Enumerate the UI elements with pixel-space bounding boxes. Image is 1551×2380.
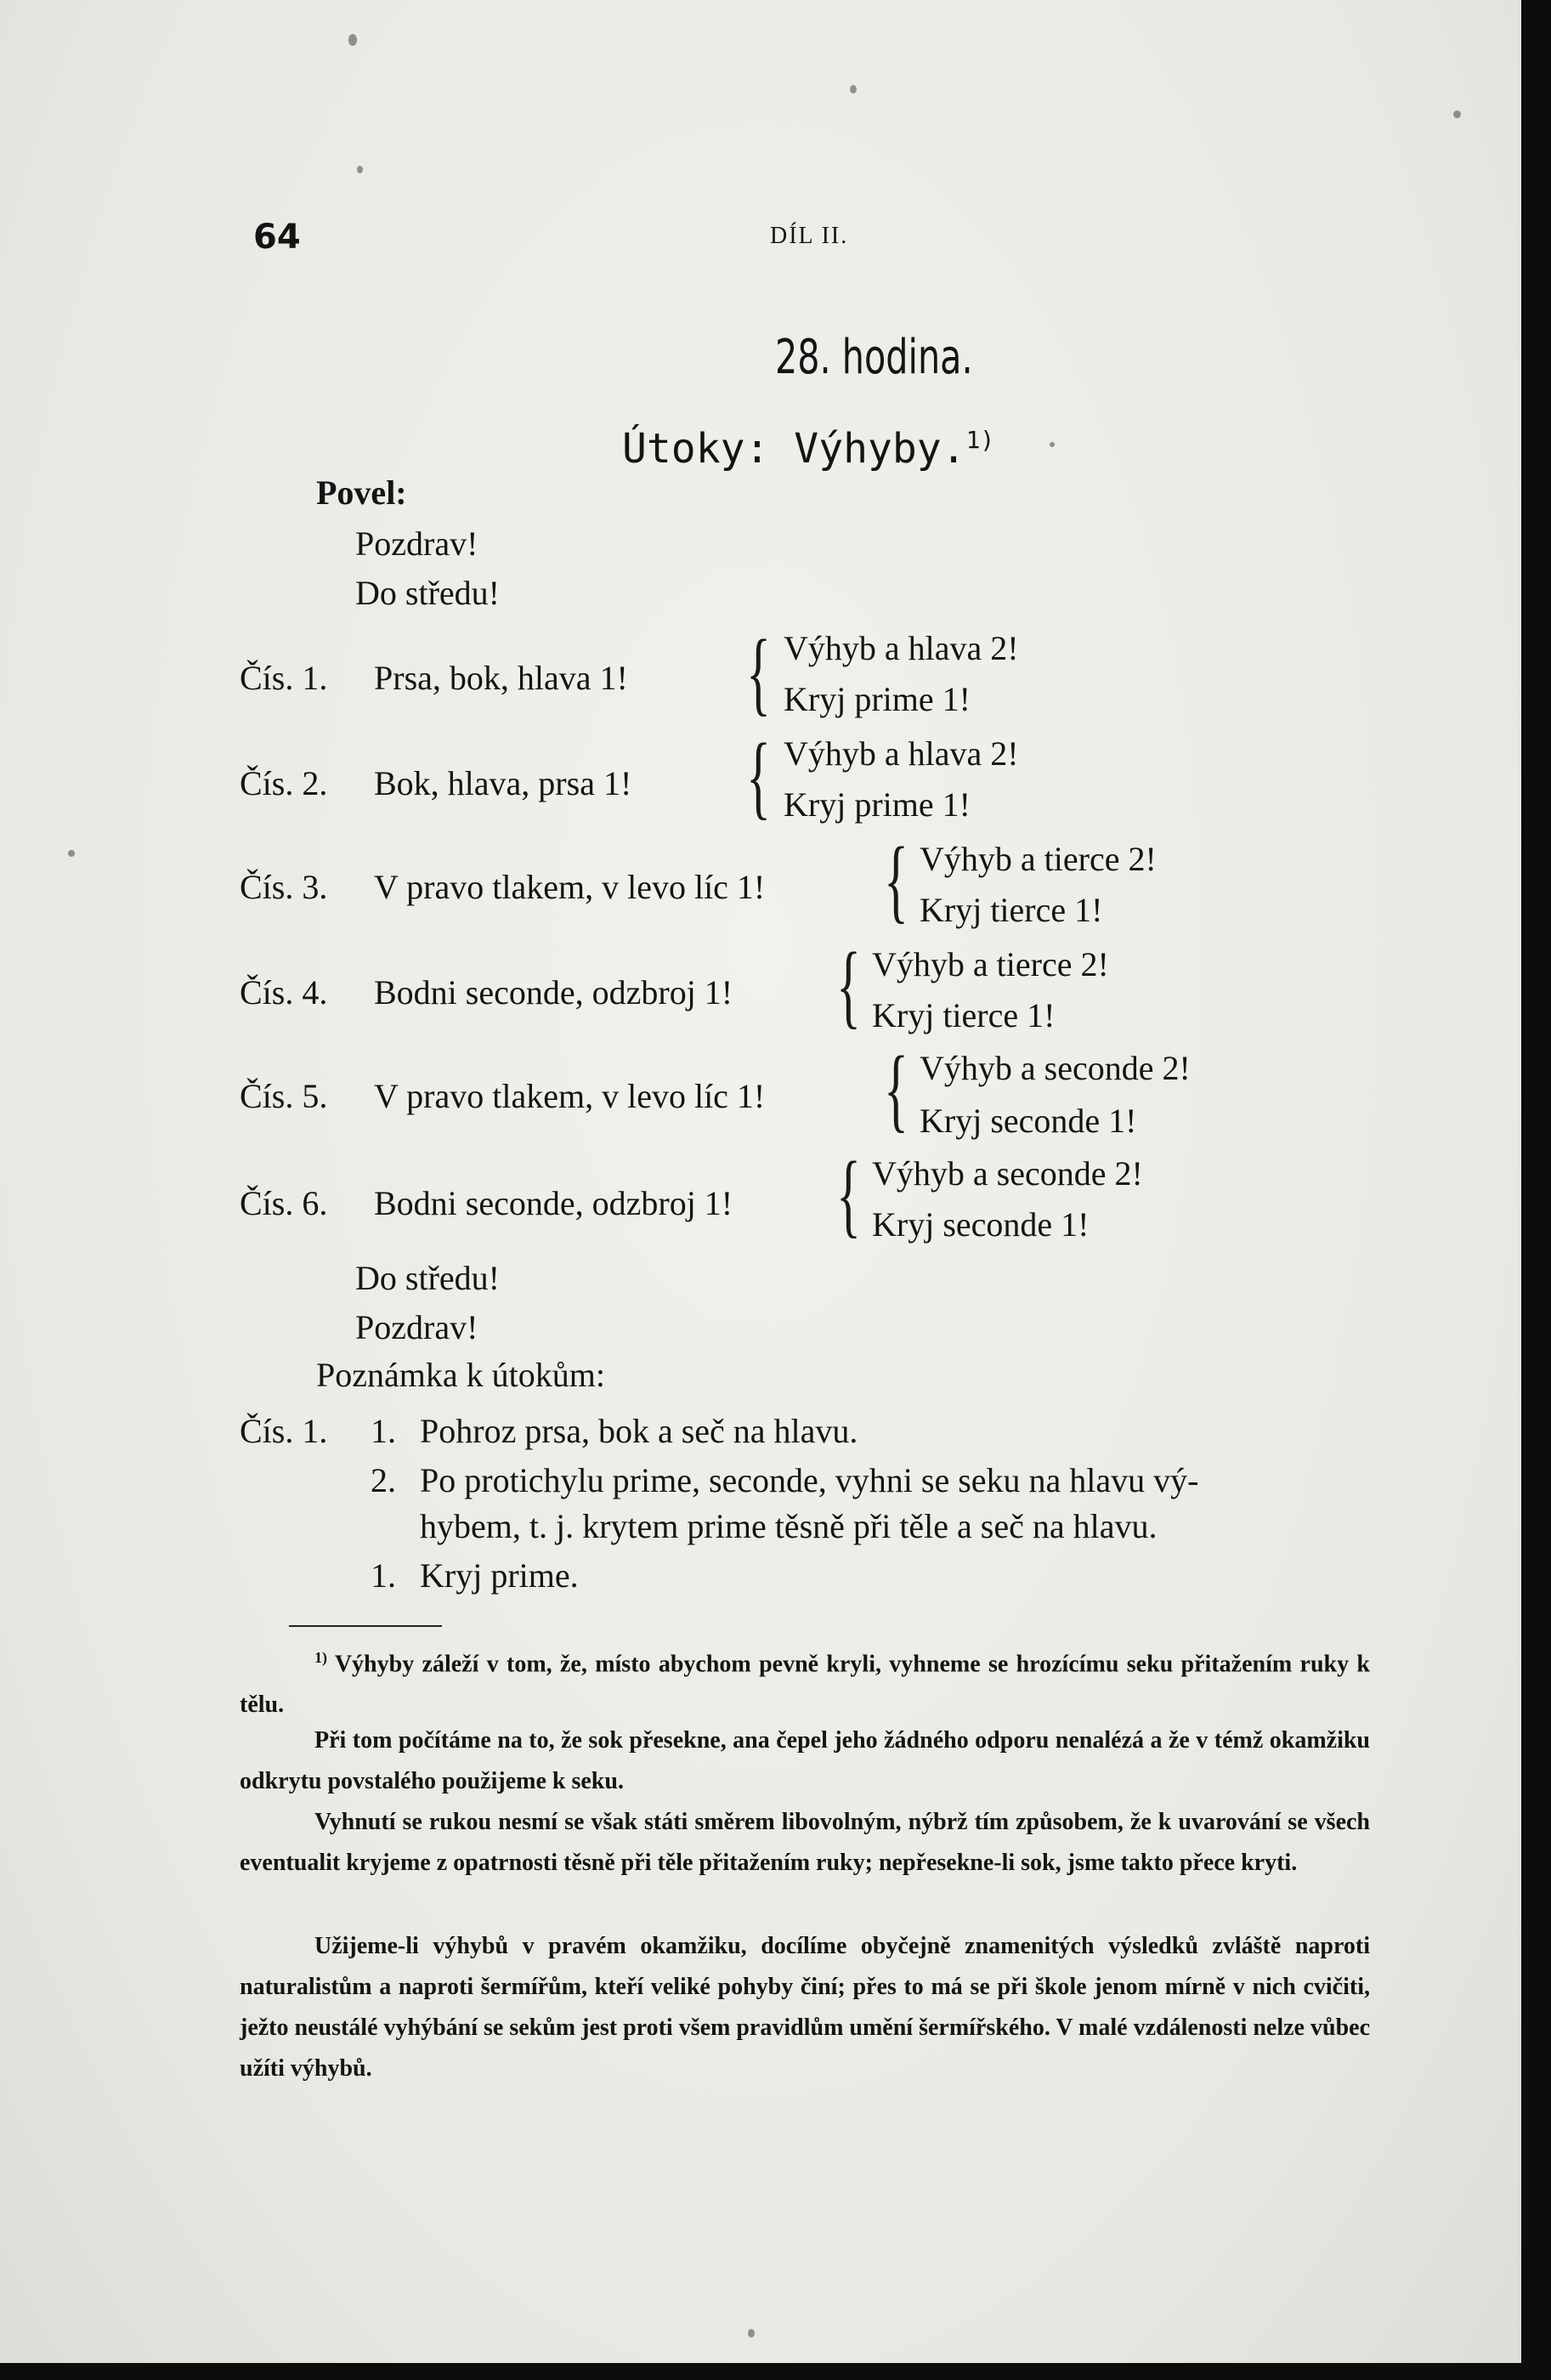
item-response: Výhyb a hlava 2!	[784, 734, 1019, 773]
command-label: Povel:	[316, 473, 407, 512]
note-heading: Poznámka k útokům:	[316, 1356, 605, 1394]
item-response: Kryj prime 1!	[784, 680, 971, 718]
brace-icon: {	[836, 933, 862, 1037]
note-line: hybem, t. j. krytem prime těsně při těle a seč na hlavu.	[420, 1507, 1158, 1545]
section-title-text: Útoky: Výhyby.	[622, 425, 966, 473]
ink-speck	[1453, 110, 1461, 118]
note-number: Čís. 1.	[240, 1412, 328, 1450]
item-response: Kryj tierce 1!	[920, 891, 1103, 929]
footnote-paragraph: Při tom počítáme na to, že sok přesekne, ana čepel jeho žádného odporu nenalézá a že v témž okamžiku odkrytu povstalého použijeme k seku.	[240, 1727, 1370, 1794]
item-response: Výhyb a seconde 2!	[920, 1049, 1191, 1087]
footnote-rule	[289, 1625, 442, 1627]
note-line-number: 1.	[371, 1412, 396, 1450]
opening-command: Do středu!	[355, 574, 500, 612]
item-response: Výhyb a seconde 2!	[872, 1154, 1143, 1193]
ink-speck	[357, 166, 363, 173]
footnote-ref: 1)	[965, 426, 995, 454]
item-response: Kryj tierce 1!	[872, 996, 1056, 1034]
item-response: Kryj seconde 1!	[872, 1205, 1090, 1244]
page-number: 64	[253, 218, 301, 257]
item-command: Bodni seconde, odzbroj 1!	[374, 1184, 733, 1222]
item-response: Kryj seconde 1!	[920, 1102, 1137, 1140]
section-title	[622, 425, 994, 473]
brace-icon: {	[884, 1037, 909, 1141]
note-line-number: 2.	[371, 1461, 396, 1499]
item-response: Výhyb a hlava 2!	[784, 629, 1019, 667]
brace-icon: {	[884, 828, 909, 932]
item-command: V pravo tlakem, v levo líc 1!	[374, 868, 766, 906]
footnote-text: Výhyby záleží v tom, že, místo abychom pevně kryli, vyhneme se hrozícímu seku přitažením ruky k tělu.	[240, 1651, 1370, 1719]
lesson-title: 28. hodina.	[775, 330, 973, 385]
item-number: Čís. 3.	[240, 868, 328, 906]
footnote-paragraph: Vyhnutí se rukou nesmí se však státi směrem libovolným, nýbrž tím způsobem, že k uvarování se všech eventualit kryjeme z opatrnosti těsně při těle přitažením ruky; nepřesekne-li sok, jsme takto přece kryti.	[240, 1809, 1370, 1876]
item-number: Čís. 2.	[240, 764, 328, 802]
note-line: Po protichylu prime, seconde, vyhni se seku na hlavu vý-	[420, 1461, 1199, 1499]
ink-speck	[68, 850, 75, 857]
item-response: Výhyb a tierce 2!	[920, 840, 1157, 878]
item-command: V pravo tlakem, v levo líc 1!	[374, 1077, 766, 1115]
brace-icon: {	[746, 724, 772, 828]
item-command: Bodni seconde, odzbroj 1!	[374, 973, 733, 1012]
running-head: DÍL II.	[770, 223, 849, 249]
ink-speck	[748, 2329, 755, 2338]
footnote-paragraph	[240, 1637, 1370, 1726]
footnote-paragraph: Užijeme-li výhybů v pravém okamžiku, docílíme obyčejně znamenitých výsledků zvláště naproti naturalistům a naproti šermířům, kteří veliké pohyby činí; přes to má se při škole jenom mírně v nich cvičiti, ježto neustálé vyhýbání se sekům jest proti všem pravidlům umění šermířského. V malé vzdálenosti nelze vůbec užíti výhybů.	[240, 1933, 1370, 2082]
item-command: Bok, hlava, prsa 1!	[374, 764, 632, 802]
ink-speck	[348, 34, 357, 46]
ink-speck	[1050, 442, 1055, 447]
note-line: Kryj prime.	[420, 1556, 579, 1595]
item-response: Výhyb a tierce 2!	[872, 945, 1109, 983]
item-number: Čís. 1.	[240, 659, 328, 697]
item-number: Čís. 6.	[240, 1184, 328, 1222]
item-number: Čís. 5.	[240, 1077, 328, 1115]
note-line: Pohroz prsa, bok a seč na hlavu.	[420, 1412, 858, 1450]
opening-command: Pozdrav!	[355, 524, 478, 563]
brace-icon: {	[746, 620, 772, 724]
item-number: Čís. 4.	[240, 973, 328, 1012]
brace-icon: {	[836, 1142, 862, 1246]
item-command: Prsa, bok, hlava 1!	[374, 659, 628, 697]
ink-speck	[850, 85, 857, 94]
closing-command: Pozdrav!	[355, 1308, 478, 1346]
note-line-number: 1.	[371, 1556, 396, 1595]
closing-command: Do středu!	[355, 1259, 500, 1297]
item-response: Kryj prime 1!	[784, 785, 971, 824]
footnote-marker: 1)	[314, 1649, 327, 1666]
